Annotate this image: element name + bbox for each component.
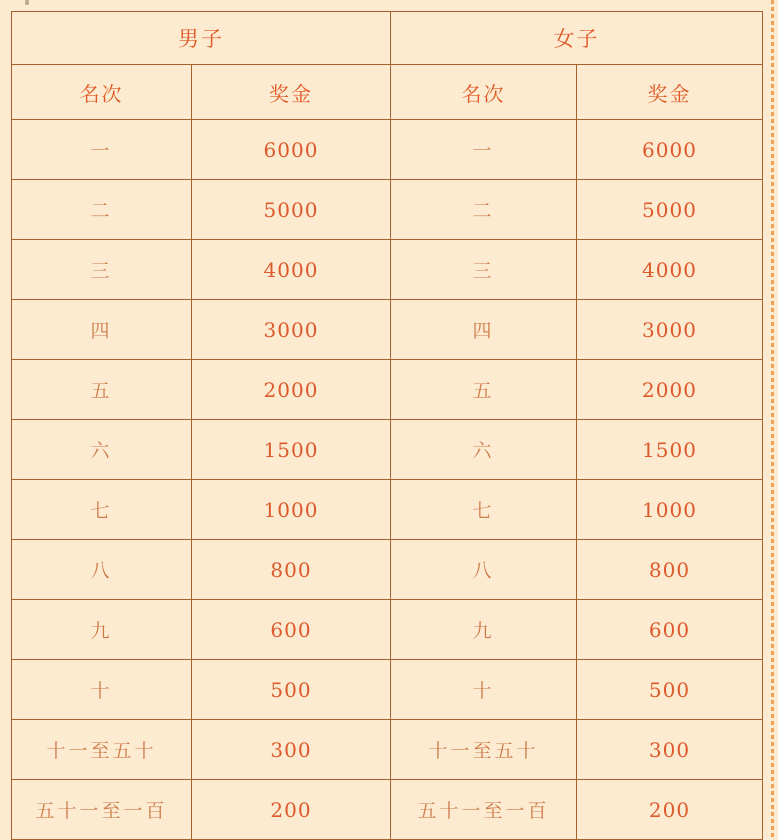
- prize-cell: 800: [192, 540, 391, 600]
- prize-cell: 3000: [192, 300, 391, 360]
- prize-cell: 600: [192, 600, 391, 660]
- prize-cell: 5000: [192, 180, 391, 240]
- table-row: [12, 600, 763, 660]
- prize-cell: 1500: [577, 420, 763, 480]
- prize-cell: 2000: [192, 360, 391, 420]
- rank-cell: 七: [12, 480, 192, 540]
- prize-cell: 500: [577, 660, 763, 720]
- prize-cell: 200: [577, 780, 763, 840]
- prize-cell: 1000: [192, 480, 391, 540]
- table-row: [12, 540, 763, 600]
- rank-cell: 一: [12, 120, 192, 180]
- prize-money-table: [11, 11, 763, 840]
- prize-cell: 1500: [192, 420, 391, 480]
- prize-cell: 2000: [577, 360, 763, 420]
- rank-cell: 八: [12, 540, 192, 600]
- prize-cell: 300: [192, 720, 391, 780]
- right-dashed-guide-line: [771, 0, 774, 839]
- rank-cell: 五十一至一百: [12, 780, 192, 840]
- rank-cell: 五十一至一百: [391, 780, 577, 840]
- women-prize-header: 奖金: [577, 65, 763, 120]
- table-row: [12, 660, 763, 720]
- table-row: [12, 120, 763, 180]
- prize-cell: 600: [577, 600, 763, 660]
- prize-cell: 500: [192, 660, 391, 720]
- table-row: [12, 180, 763, 240]
- prize-cell: 300: [577, 720, 763, 780]
- men-rank-header: 名次: [12, 65, 192, 120]
- rank-cell: 十一至五十: [391, 720, 577, 780]
- prize-cell: 5000: [577, 180, 763, 240]
- rank-cell: 十一至五十: [12, 720, 192, 780]
- gender-header-row: [12, 12, 763, 65]
- prize-cell: 800: [577, 540, 763, 600]
- rank-cell: 六: [12, 420, 192, 480]
- rank-cell: 九: [391, 600, 577, 660]
- rank-cell: 六: [391, 420, 577, 480]
- table-row: [12, 480, 763, 540]
- rank-cell: 三: [391, 240, 577, 300]
- prize-cell: 3000: [577, 300, 763, 360]
- prize-cell: 4000: [192, 240, 391, 300]
- prize-cell: 1000: [577, 480, 763, 540]
- women-rank-header: 名次: [391, 65, 577, 120]
- rank-cell: 三: [12, 240, 192, 300]
- column-header-row: [12, 65, 763, 120]
- rank-cell: 九: [12, 600, 192, 660]
- rank-cell: 二: [391, 180, 577, 240]
- rank-cell: 二: [12, 180, 192, 240]
- table-row: [12, 240, 763, 300]
- rank-cell: 十: [391, 660, 577, 720]
- men-group-header: 男子: [12, 12, 391, 65]
- women-group-header: 女子: [391, 12, 763, 65]
- rank-cell: 四: [12, 300, 192, 360]
- table-row: [12, 780, 763, 840]
- rank-cell: 五: [12, 360, 192, 420]
- rank-cell: 八: [391, 540, 577, 600]
- rank-cell: 一: [391, 120, 577, 180]
- prize-cell: 200: [192, 780, 391, 840]
- table-row: [12, 420, 763, 480]
- prize-cell: 6000: [192, 120, 391, 180]
- rank-cell: 十: [12, 660, 192, 720]
- table-row: [12, 360, 763, 420]
- men-prize-header: 奖金: [192, 65, 391, 120]
- cropped-character-artifact: [25, 0, 29, 5]
- rank-cell: 七: [391, 480, 577, 540]
- prize-cell: 6000: [577, 120, 763, 180]
- table-row: [12, 720, 763, 780]
- rank-cell: 四: [391, 300, 577, 360]
- rank-cell: 五: [391, 360, 577, 420]
- table-row: [12, 300, 763, 360]
- prize-cell: 4000: [577, 240, 763, 300]
